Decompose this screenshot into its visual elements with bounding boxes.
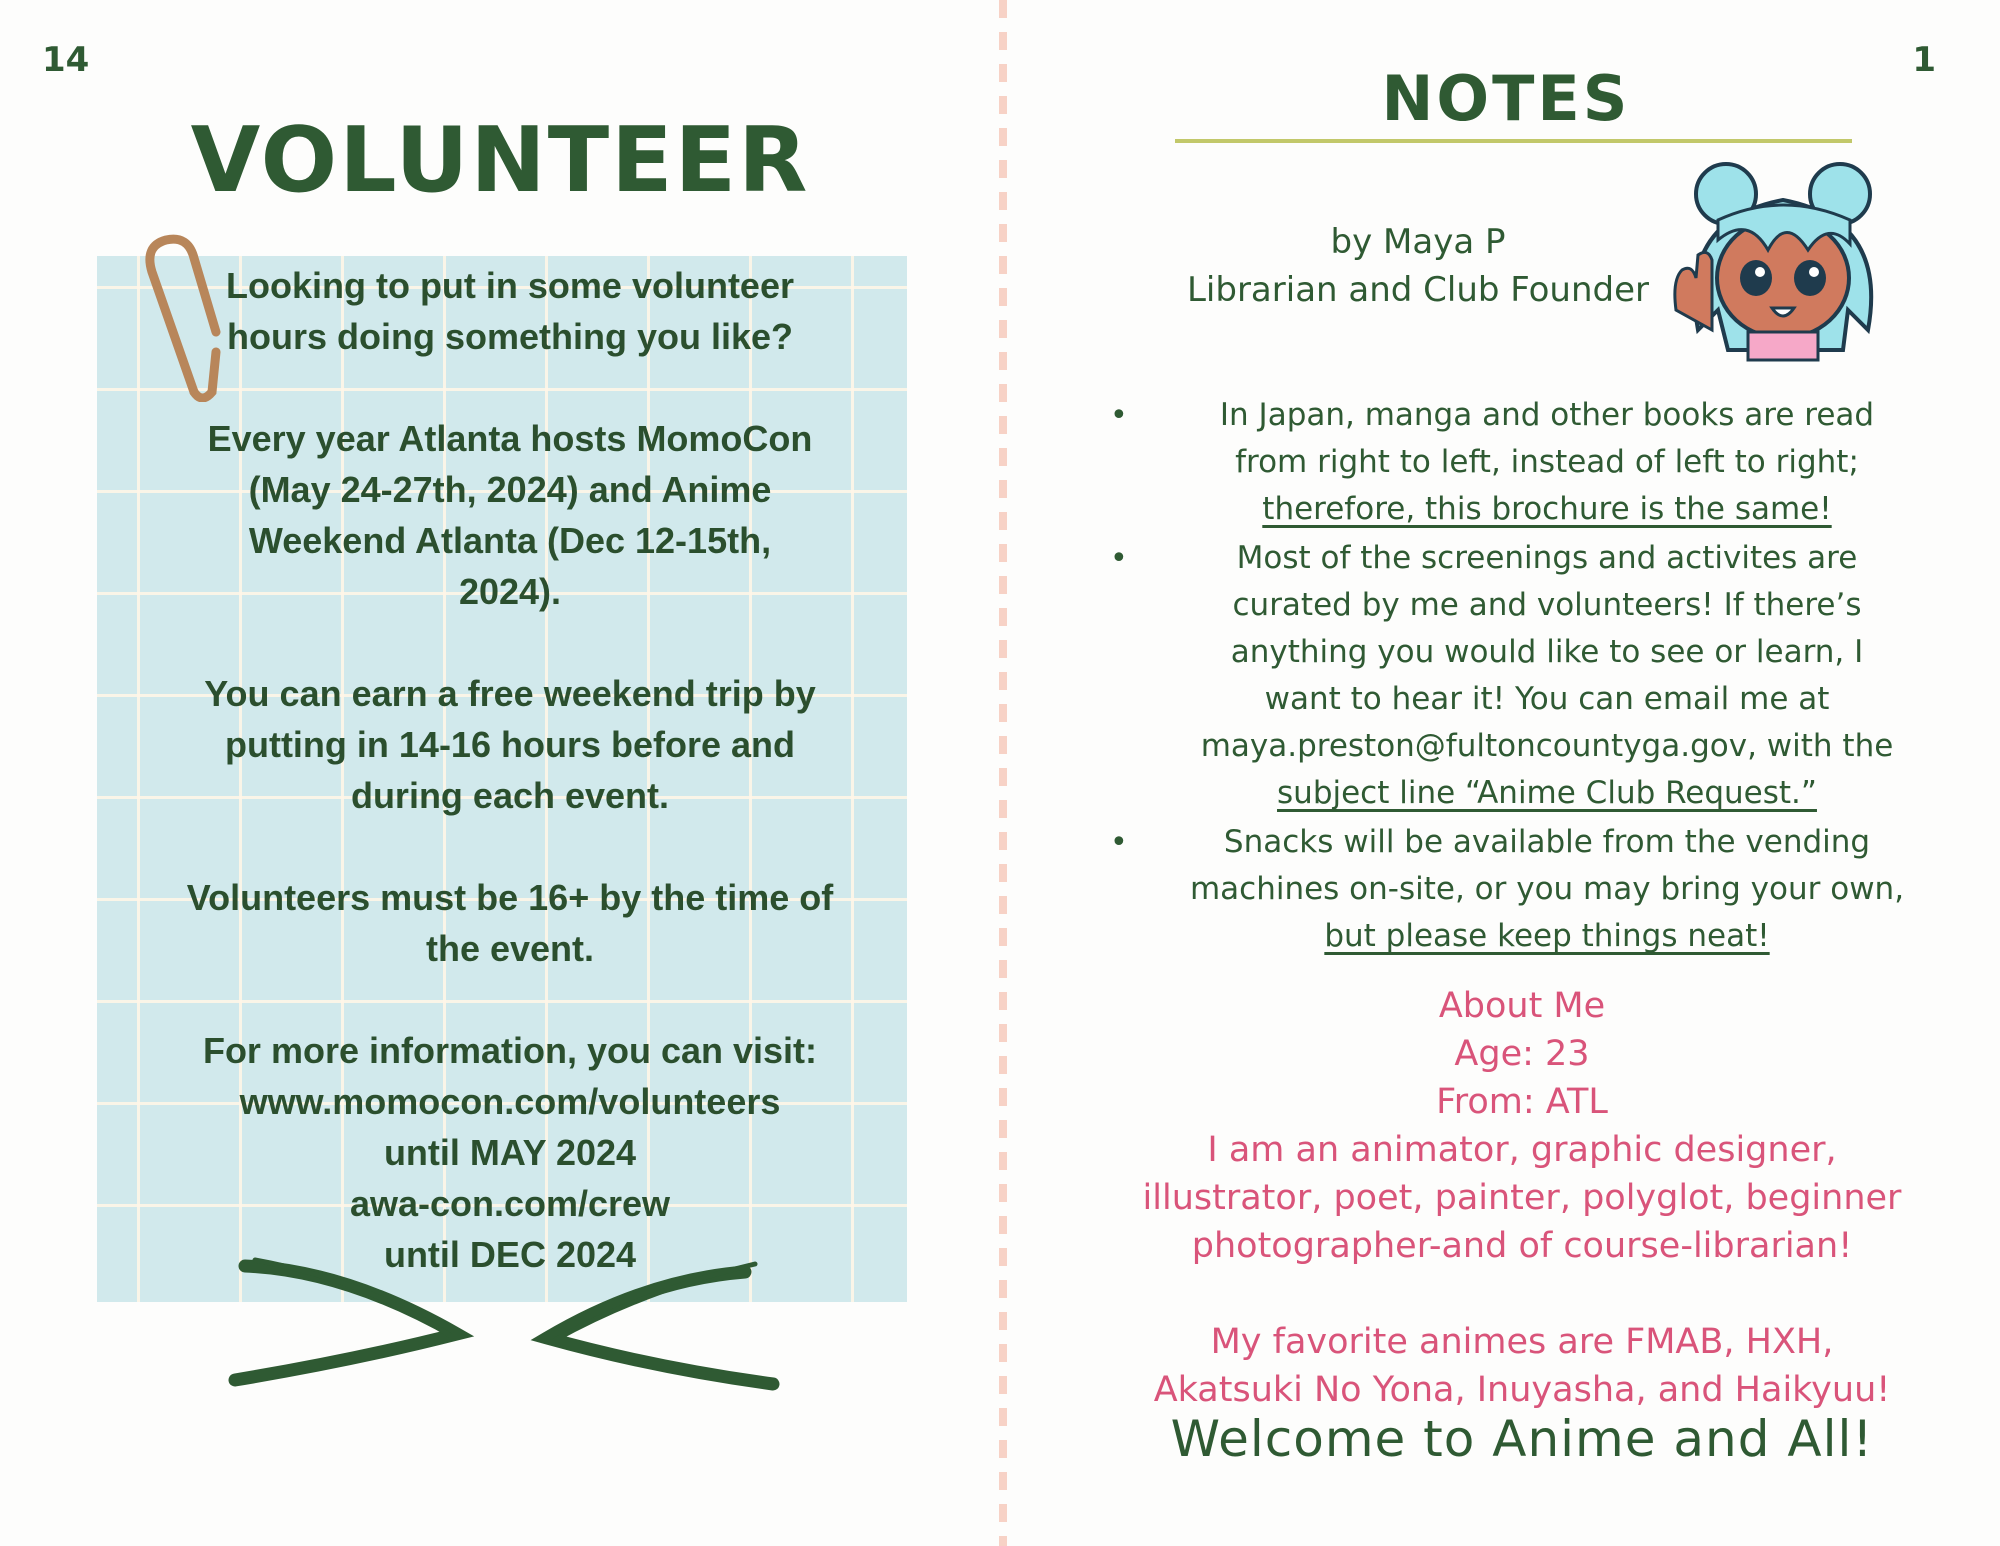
paragraph-links [160, 1025, 860, 1280]
from-text: From: ATL [1436, 1082, 1608, 1122]
title-underline [1175, 139, 1852, 143]
text-line: want to hear it! You can email me at [1264, 681, 1830, 717]
text-line: putting in 14-16 hours before and [224, 724, 796, 765]
bio-line: illustrator, poet, painter, polyglot, beginner [1142, 1178, 1902, 1218]
page-number: 14 [42, 40, 90, 80]
text-line: the event. [425, 928, 595, 969]
text-line: Snacks will be available from the vending [1223, 824, 1871, 860]
underlined-text: but please keep things neat! [1324, 918, 1770, 954]
text-line: 2024). [458, 571, 562, 612]
age-text: Age: 23 [1454, 1034, 1590, 1074]
right-page [1006, 0, 2000, 1546]
author-name: by Maya P [1330, 222, 1506, 262]
text-line: until DEC 2024 [383, 1234, 637, 1275]
anime-girl-avatar-icon [1668, 160, 1898, 370]
paragraph-trip [160, 668, 860, 821]
favorites-line: Akatsuki No Yona, Inuyasha, and Haikyuu! [1153, 1370, 1891, 1410]
text-line: until MAY 2024 [383, 1132, 637, 1173]
page-number: 1 [1912, 40, 1936, 80]
text-line: In Japan, manga and other books are read [1219, 397, 1875, 433]
paragraph-events [160, 413, 860, 617]
bullet-glyph: • [1110, 541, 1128, 576]
paragraph-age [160, 872, 860, 974]
volunteer-title: VOLUNTEER [190, 108, 810, 213]
bullet-glyph: • [1110, 825, 1128, 860]
text-line: during each event. [350, 775, 670, 816]
list-item [1102, 535, 1942, 817]
about-me-section [1102, 982, 1942, 1414]
text-line: curated by me and volunteers! If there’s [1232, 587, 1862, 623]
spacer [1102, 1270, 1942, 1318]
text-line: anything you would like to see or learn, I [1230, 634, 1864, 670]
list-item [1102, 819, 1942, 960]
author-block [1168, 218, 1668, 314]
bullet-glyph: • [1110, 398, 1128, 433]
favorites-line: My favorite animes are FMAB, HXH, [1210, 1322, 1834, 1362]
text-line: You can earn a free weekend trip by [204, 673, 816, 714]
notes-title: NOTES [1381, 62, 1631, 135]
author-role: Librarian and Club Founder [1186, 270, 1650, 310]
underlined-text: subject line “Anime Club Request.” [1277, 775, 1817, 811]
text-line: Weekend Atlanta (Dec 12-15th, [248, 520, 772, 561]
text-line: hours doing something you like? [226, 316, 793, 357]
about-heading: About Me [1438, 986, 1606, 1026]
bio-line: photographer-and of course-librarian! [1191, 1226, 1853, 1266]
inward-arrows-icon [225, 1250, 785, 1400]
text-line: Every year Atlanta hosts MomoCon [207, 418, 813, 459]
volunteer-body [160, 260, 860, 1280]
momocon-link[interactable]: www.momocon.com/volunteers [239, 1081, 781, 1122]
text-line: (May 24-27th, 2024) and Anime [248, 469, 772, 510]
welcome-text: Welcome to Anime and All! [1170, 1410, 1874, 1468]
text-line: from right to left, instead of left to right; [1235, 444, 1859, 480]
paragraph-intro [160, 260, 860, 362]
text-line: Volunteers must be 16+ by the time of [186, 877, 834, 918]
text-line: Most of the screenings and activites are [1236, 540, 1858, 576]
bio-line: I am an animator, graphic designer, [1207, 1130, 1837, 1170]
list-item [1102, 392, 1942, 533]
text-line: For more information, you can visit: [202, 1030, 818, 1071]
text-line: Looking to put in some volunteer [225, 265, 794, 306]
email-text[interactable]: maya.preston@fultoncountyga.gov, with the [1200, 728, 1894, 764]
awacon-link[interactable]: awa-con.com/crew [349, 1183, 671, 1224]
text-line: machines on-site, or you may bring your own, [1189, 871, 1905, 907]
underlined-text: therefore, this brochure is the same! [1262, 491, 1832, 527]
notes-bullet-list [1102, 392, 1942, 962]
